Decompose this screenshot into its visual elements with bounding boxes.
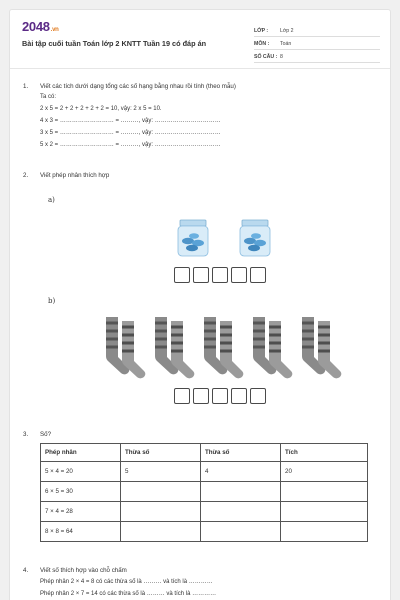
question-4 [23, 567, 127, 574]
answer-box[interactable] [231, 267, 247, 283]
question-number: 4. [23, 567, 29, 574]
part-b-label: b) [48, 297, 56, 305]
table-cell: 8 × 8 = 64 [41, 522, 121, 542]
candy-jar-icon [238, 218, 272, 258]
column-header: Tích [281, 444, 368, 462]
table-cell: 5 [121, 462, 201, 482]
question-1 [23, 83, 236, 90]
answer-box[interactable] [231, 388, 247, 404]
table-cell[interactable] [201, 502, 281, 522]
question-number: 1. [23, 83, 29, 90]
table-cell: 7 × 4 = 28 [41, 502, 121, 522]
answer-box[interactable] [193, 388, 209, 404]
meta-row-class [254, 24, 380, 37]
answer-box[interactable] [250, 388, 266, 404]
q4-line: Phép nhân 2 × 7 = 14 có các thừa số là ……… và tích là ………… [40, 591, 217, 597]
table-cell[interactable] [121, 482, 201, 502]
meta-value: 8 [280, 54, 283, 60]
question-text: Số? [40, 431, 52, 438]
table-cell[interactable] [281, 482, 368, 502]
meta-value: Lớp 2 [280, 28, 294, 34]
worksheet-page [9, 9, 391, 600]
q1-line: 3 x 5 = ……………………… = ………, vậy: …………………………… [40, 130, 221, 136]
table-row [41, 502, 368, 522]
table-row [41, 482, 368, 502]
page-title: Bài tập cuối tuần Toán lớp 2 KNTT Tuần 19 có đáp án [22, 39, 207, 48]
meta-key: SỐ CÂU : [254, 54, 278, 60]
table-cell[interactable] [281, 502, 368, 522]
meta-key: MÔN : [254, 41, 270, 47]
table-row [41, 462, 368, 482]
answer-box[interactable] [212, 267, 228, 283]
socks-icon [247, 315, 293, 379]
question-2 [23, 172, 109, 179]
table-cell[interactable] [201, 522, 281, 542]
answer-boxes-a [174, 267, 266, 283]
answer-box[interactable] [174, 388, 190, 404]
multiplication-table [40, 443, 368, 542]
answer-box[interactable] [193, 267, 209, 283]
meta-key: LỚP : [254, 28, 269, 34]
site-logo[interactable] [22, 19, 59, 34]
table-cell: 5 × 4 = 20 [41, 462, 121, 482]
socks-icon [149, 315, 195, 379]
q1-line: 5 x 2 = ……………………… = ………, vậy: …………………………… [40, 142, 221, 148]
answer-boxes-b [174, 388, 266, 404]
logo-text: 2048 [22, 19, 50, 34]
table-cell: 20 [281, 462, 368, 482]
answer-box[interactable] [250, 267, 266, 283]
question-number: 2. [23, 172, 29, 179]
q4-line: Phép nhân 2 × 4 = 8 có các thừa số là ……… và tích là ………… [40, 579, 213, 585]
part-a-label: a) [48, 196, 55, 204]
socks-icon [296, 315, 342, 379]
table-cell[interactable] [281, 522, 368, 542]
question-text: Viết phép nhân thích hợp [40, 172, 110, 179]
column-header: Thừa số [121, 444, 201, 462]
table-cell[interactable] [121, 502, 201, 522]
meta-value: Toán [280, 41, 292, 47]
column-header: Phép nhân [41, 444, 121, 462]
candy-jar-icon [176, 218, 210, 258]
table-cell[interactable] [121, 522, 201, 542]
answer-box[interactable] [212, 388, 228, 404]
socks-icon [198, 315, 244, 379]
question-number: 3. [23, 431, 29, 438]
column-header: Thừa số [201, 444, 281, 462]
q1-line: 2 x 5 = 2 + 2 + 2 + 2 + 2 = 10, vậy: 2 x 5 = 10. [40, 106, 162, 112]
q1-line: 4 x 3 = ……………………… = ………, vậy: …………………………… [40, 118, 221, 124]
table-cell: 4 [201, 462, 281, 482]
table-cell[interactable] [201, 482, 281, 502]
question-text: Viết các tích dưới dạng tổng các số hạng bằng nhau rồi tính (theo mẫu) [40, 83, 236, 90]
table-cell: 6 × 5 = 30 [41, 482, 121, 502]
question-text: Viết số thích hợp vào chỗ chấm [40, 567, 127, 574]
header-divider [10, 68, 390, 69]
socks-icon [100, 315, 146, 379]
meta-row-count [254, 50, 380, 63]
meta-row-subject [254, 37, 380, 50]
question-3 [23, 431, 51, 438]
table-header-row [41, 444, 368, 462]
answer-box[interactable] [174, 267, 190, 283]
table-row [41, 522, 368, 542]
logo-suffix: .vn [50, 27, 59, 33]
q1-line: Ta có: [40, 94, 57, 100]
worksheet-meta [254, 24, 380, 63]
